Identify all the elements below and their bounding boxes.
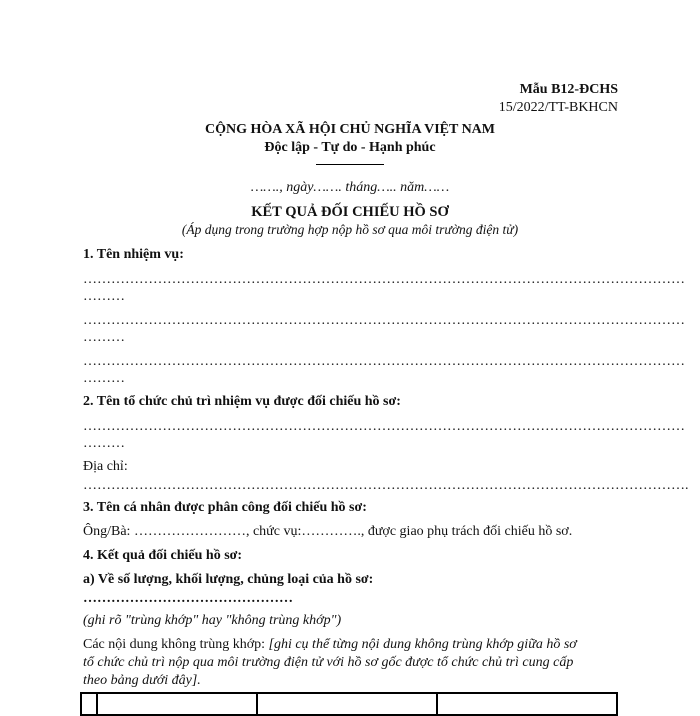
task-name-line-3-cont: ……… [83, 371, 125, 386]
table-row [81, 693, 617, 715]
task-name-line-2: ………………………………………………………………………………………………………………… [83, 313, 685, 328]
table-cell [257, 693, 437, 715]
motto: Độc lập - Tự do - Hạnh phúc [264, 140, 436, 155]
section4-heading: 4. Kết quả đối chiếu hồ sơ: [83, 548, 243, 563]
section1-heading: 1. Tên nhiệm vụ: [83, 247, 184, 262]
section3-heading: 3. Tên cá nhân được phân công đối chiếu hồ sơ: [83, 500, 367, 515]
organization-line-cont: ……… [83, 436, 125, 451]
mismatch-text-2: tổ chức chủ trì nộp qua môi trường điện tử với hồ sơ gốc được tổ chức chủ trì cung cấp [83, 655, 574, 670]
mismatch-text-1: [ghi cụ thể từng nội dung không trùng khớp giữa hồ sơ [268, 637, 577, 652]
mismatch-text-3: theo bảng dưới đây]. [83, 673, 201, 688]
date-line: ……., ngày……. tháng….. năm…… [250, 180, 450, 195]
section2-heading: 2. Tên tổ chức chủ trì nhiệm vụ được đối chiếu hồ sơ: [83, 394, 401, 409]
form-code: Mẫu B12-ĐCHS [519, 82, 618, 97]
task-name-line-2-cont: ……… [83, 330, 125, 345]
task-name-line-1: ………………………………………………………………………………………………………………… [83, 272, 685, 287]
comparison-table [80, 692, 618, 716]
motto-underline [316, 164, 384, 165]
circular-number: 15/2022/TT-BKHCN [498, 100, 618, 115]
nation-title: CỘNG HÒA XÃ HỘI CHỦ NGHĨA VIỆT NAM [204, 122, 495, 137]
document-title: KẾT QUẢ ĐỐI CHIẾU HỒ SƠ [251, 204, 449, 220]
mismatch-paragraph [83, 637, 577, 653]
section4a-heading: a) Về số lượng, khối lượng, chủng loại của hồ sơ: [83, 572, 374, 587]
task-name-line-3: ………………………………………………………………………………………………………………… [83, 354, 685, 369]
mismatch-label: Các nội dung không trùng khớp: [83, 637, 269, 652]
match-note: (ghi rõ "trùng khớp" hay "không trùng khớp") [83, 613, 342, 628]
address-line: …………………………………………………………………………………………………………………. [83, 478, 689, 493]
address-label: Địa chỉ: [83, 459, 128, 474]
document-subtitle: (Áp dụng trong trường hợp nộp hồ sơ qua môi trường điện tử) [181, 222, 519, 237]
table-cell [97, 693, 257, 715]
table-cell [81, 693, 97, 715]
organization-line: ………………………………………………………………………………………………………………… [83, 419, 685, 434]
task-name-line-1-cont: ……… [83, 289, 125, 304]
assignee-line: Ông/Bà: ……………………, chức vụ:…………., được giao phụ trách đối chiếu hồ sơ. [83, 524, 573, 539]
section4a-dots: ……………………………………… [83, 591, 293, 606]
table-cell [437, 693, 617, 715]
